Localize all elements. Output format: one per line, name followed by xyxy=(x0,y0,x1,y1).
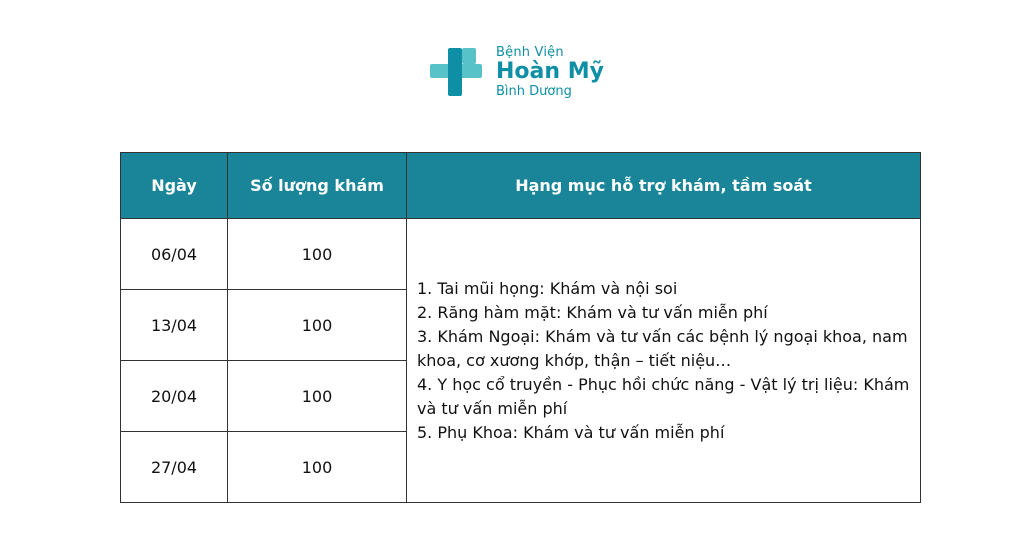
count-cell: 100 xyxy=(228,361,407,432)
hospital-logo xyxy=(428,44,604,100)
service-item: 1. Tai mũi họng: Khám và nội soi xyxy=(417,278,678,298)
count-cell: 100 xyxy=(228,219,407,290)
date-cell: 27/04 xyxy=(121,432,228,503)
schedule-table xyxy=(120,152,921,503)
medical-cross-icon xyxy=(428,44,490,100)
header-items: Hạng mục hỗ trợ khám, tầm soát xyxy=(407,153,921,219)
table-header-row xyxy=(121,153,921,219)
header-date: Ngày xyxy=(121,153,228,219)
services-cell xyxy=(407,219,921,503)
table-row xyxy=(121,219,921,290)
logo-line-3: Bình Dương xyxy=(496,84,572,99)
logo-line-1: Bệnh Viện xyxy=(496,45,564,60)
count-cell: 100 xyxy=(228,432,407,503)
date-cell: 13/04 xyxy=(121,290,228,361)
service-item: 4. Y học cổ truyền - Phục hồi chức năng - Vật lý trị liệu: Khám và tư vấn miễn phí xyxy=(417,374,910,418)
service-item: 5. Phụ Khoa: Khám và tư vấn miễn phí xyxy=(417,422,725,442)
count-cell: 100 xyxy=(228,290,407,361)
service-item: 2. Răng hàm mặt: Khám và tư vấn miễn phí xyxy=(417,302,768,322)
header-count: Số lượng khám xyxy=(228,153,407,219)
date-cell: 20/04 xyxy=(121,361,228,432)
service-item: 3. Khám Ngoại: Khám và tư vấn các bệnh lý ngoại khoa, nam khoa, cơ xương khớp, thận – tiết niệu… xyxy=(417,326,908,370)
date-cell: 06/04 xyxy=(121,219,228,290)
logo-line-2: Hoàn Mỹ xyxy=(496,59,604,84)
